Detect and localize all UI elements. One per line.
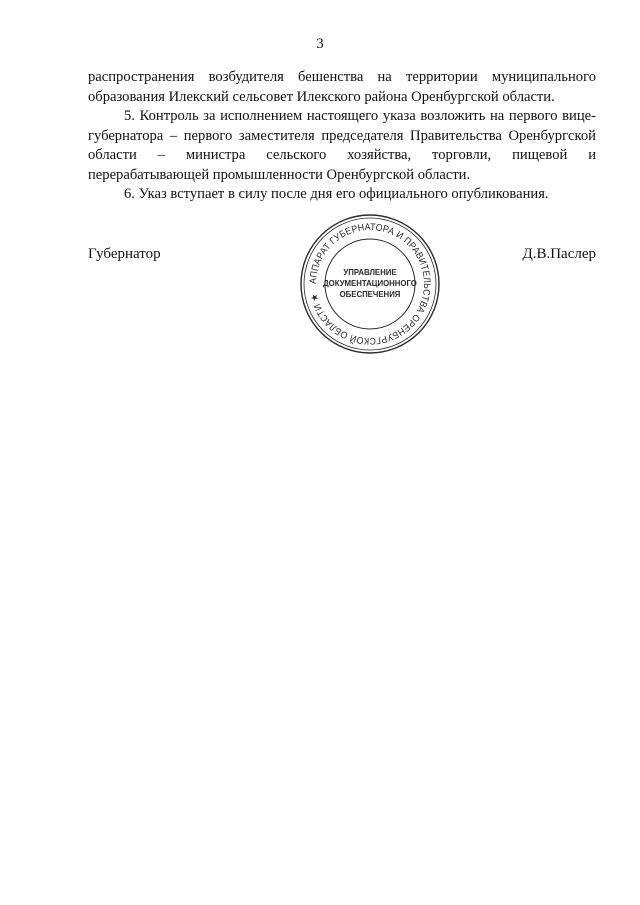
official-stamp <box>299 213 441 355</box>
stamp-ring-text: АППАРАТ ГУБЕРНАТОРА И ПРАВИТЕЛЬСТВА ОРЕНБУРГСКОЙ ОБЛАСТИ ★ <box>307 221 433 347</box>
paragraph-item-5: 5. Контроль за исполнением настоящего указа возложить на первого вице-губернатора – первого заместителя председателя Правительства Оренбургской области – министра сельского хозяйства, торговли, пищевой и перерабатывающей промышленности Оренбургской области. <box>88 108 596 183</box>
paragraph-item-6: 6. Указ вступает в силу после дня его официального опубликования. <box>124 186 549 202</box>
stamp-center-line-1: УПРАВЛЕНИЕ <box>343 268 397 277</box>
signatory-title: Губернатор <box>88 246 161 262</box>
document-body <box>88 68 596 205</box>
stamp-center-line-3: ОБЕСПЕЧЕНИЯ <box>339 290 401 299</box>
signatory-name: Д.В.Паслер <box>522 246 596 262</box>
paragraph-continuation: распространения возбудителя бешенства на территории муниципального образования Илекский сельсовет Илекского района Оренбургской области. <box>88 69 596 105</box>
page-number: 3 <box>316 36 324 52</box>
stamp-center-line-2: ДОКУМЕНТАЦИОННОГО <box>323 279 417 288</box>
